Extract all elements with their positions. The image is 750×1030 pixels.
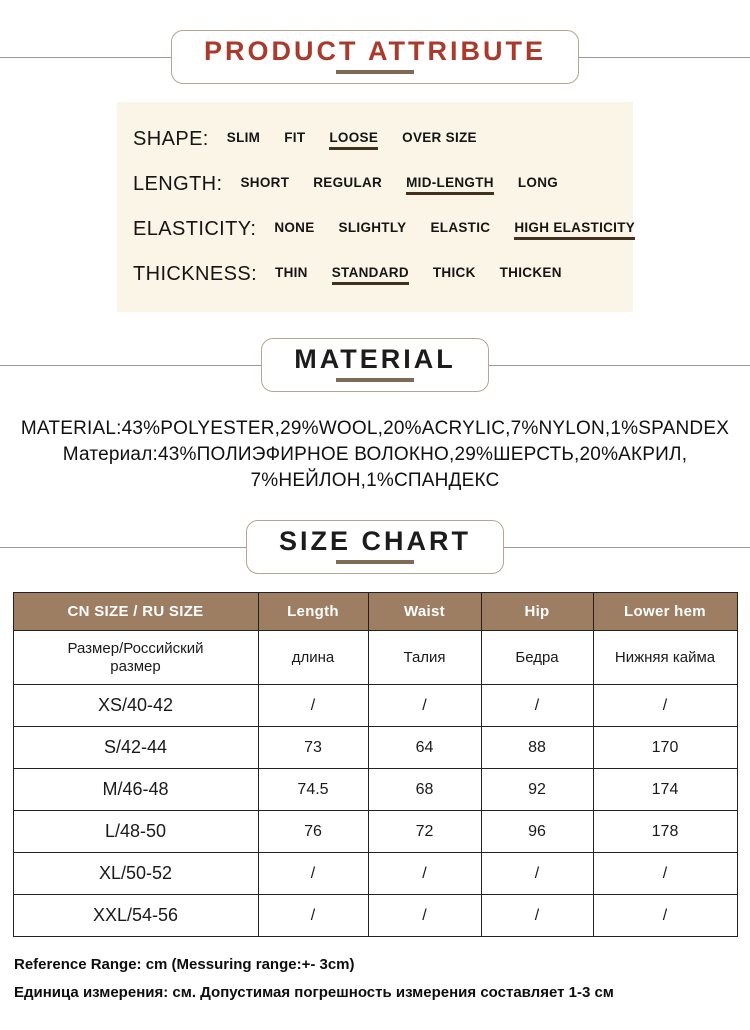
- size-cell: XXL/54-56: [13, 895, 258, 937]
- attribute-option: STANDARD: [332, 265, 409, 285]
- attribute-option: THIN: [275, 264, 308, 280]
- table-cell: 72: [368, 811, 481, 853]
- attribute-option: HIGH ELASTICITY: [514, 220, 635, 240]
- attribute-label: SHAPE:: [133, 128, 209, 150]
- attribute-label: ELASTICITY:: [133, 218, 257, 240]
- header-rule-right: [579, 57, 750, 58]
- title-underline-bar: [336, 378, 414, 382]
- table-subheader-text: Размер/Российский размер: [67, 639, 204, 675]
- size-cell: M/46-48: [13, 769, 258, 811]
- table-subheader-cell: длина: [258, 631, 368, 685]
- table-row: [13, 895, 737, 937]
- attribute-options: [275, 265, 562, 285]
- reference-range-note: Reference Range: cm (Messuring range:+- 3cm): [14, 956, 355, 973]
- table-cell: 92: [481, 769, 593, 811]
- size-cell: L/48-50: [13, 811, 258, 853]
- size-chart-title-box: [246, 520, 504, 574]
- size-chart-title: SIZE CHART: [279, 526, 471, 556]
- size-cell: XS/40-42: [13, 685, 258, 727]
- material-line-ru: 7%НЕЙЛОН,1%СПАНДЕКС: [250, 470, 500, 491]
- product-attribute-title-box: [171, 30, 579, 84]
- attribute-label: LENGTH:: [133, 173, 223, 195]
- attribute-row-elasticity: [133, 218, 636, 241]
- size-cell: S/42-44: [13, 727, 258, 769]
- table-cell: 88: [481, 727, 593, 769]
- material-section: [0, 338, 750, 494]
- material-title: MATERIAL: [294, 344, 456, 374]
- table-cell: /: [481, 895, 593, 937]
- attribute-options: [274, 220, 635, 240]
- attribute-options: [227, 130, 477, 150]
- attribute-option: LONG: [517, 174, 559, 190]
- material-title-box: [261, 338, 488, 392]
- table-cell: /: [258, 895, 368, 937]
- product-attribute-title: PRODUCT ATTRIBUTE: [204, 36, 546, 66]
- table-subheader-cell: Талия: [368, 631, 481, 685]
- size-chart-header: [0, 520, 750, 574]
- table-cell: /: [368, 853, 481, 895]
- table-cell: 170: [593, 727, 737, 769]
- table-cell: 74.5: [258, 769, 368, 811]
- title-underline-bar: [336, 560, 414, 564]
- table-cell: /: [368, 685, 481, 727]
- attribute-row-shape: [133, 128, 617, 151]
- table-header-cell: Waist: [368, 593, 481, 631]
- table-cell: 68: [368, 769, 481, 811]
- attribute-option: THICKEN: [499, 264, 562, 280]
- product-attribute-section: [0, 30, 750, 312]
- table-subheader-row: [13, 631, 737, 685]
- table-cell: /: [481, 853, 593, 895]
- attribute-option: SLIM: [226, 129, 261, 145]
- measurement-notes: [14, 951, 750, 1007]
- attribute-option: FIT: [284, 129, 306, 145]
- table-row: [13, 811, 737, 853]
- table-header-cell: Hip: [481, 593, 593, 631]
- material-composition: [0, 416, 750, 494]
- table-cell: 73: [258, 727, 368, 769]
- table-subheader-cell: Нижняя кайма: [593, 631, 737, 685]
- table-row: [13, 769, 737, 811]
- table-header-row: [13, 593, 737, 631]
- table-cell: 64: [368, 727, 481, 769]
- attribute-option: REGULAR: [313, 174, 383, 190]
- header-rule-right: [489, 365, 750, 366]
- header-rule-left: [0, 365, 261, 366]
- table-header-cell: Lower hem: [593, 593, 737, 631]
- product-attribute-header: [0, 30, 750, 84]
- header-rule-left: [0, 547, 246, 548]
- attribute-option: MID-LENGTH: [406, 175, 494, 195]
- attribute-option: LOOSE: [329, 130, 378, 150]
- table-subheader-cell: [13, 631, 258, 685]
- table-cell: 96: [481, 811, 593, 853]
- attribute-option: THICK: [432, 264, 476, 280]
- table-cell: /: [593, 853, 737, 895]
- attribute-option: SLIGHTLY: [338, 219, 407, 235]
- title-underline-bar: [336, 70, 414, 74]
- measurement-unit-note-ru: Единица измерения: см. Допустимая погрешность измерения составляет 1-3 см: [14, 984, 614, 1001]
- attribute-label: THICKNESS:: [133, 263, 258, 285]
- attribute-row-length: [133, 173, 617, 196]
- table-cell: /: [481, 685, 593, 727]
- table-cell: /: [258, 685, 368, 727]
- attribute-option: ELASTIC: [430, 219, 491, 235]
- attribute-row-thickness: [133, 263, 617, 286]
- table-cell: 76: [258, 811, 368, 853]
- material-line-ru: Материал:43%ПОЛИЭФИРНОЕ ВОЛОКНО,29%ШЕРСТЬ,20%АКРИЛ,: [62, 444, 688, 465]
- header-rule-left: [0, 57, 171, 58]
- product-info-page: [0, 30, 750, 1007]
- table-cell: /: [368, 895, 481, 937]
- attribute-option: OVER SIZE: [402, 129, 477, 145]
- size-chart-section: [0, 520, 750, 1007]
- attribute-option: SHORT: [240, 174, 290, 190]
- table-cell: /: [593, 895, 737, 937]
- size-cell: XL/50-52: [13, 853, 258, 895]
- material-header: [0, 338, 750, 392]
- table-cell: /: [593, 685, 737, 727]
- attribute-options: [240, 175, 558, 195]
- size-chart-table: [13, 592, 738, 937]
- table-row: [13, 685, 737, 727]
- attribute-option: NONE: [274, 219, 315, 235]
- table-cell: /: [258, 853, 368, 895]
- table-subheader-cell: Бедра: [481, 631, 593, 685]
- table-cell: 174: [593, 769, 737, 811]
- table-row: [13, 727, 737, 769]
- table-header-cell: Length: [258, 593, 368, 631]
- table-row: [13, 853, 737, 895]
- header-rule-right: [504, 547, 750, 548]
- table-header-cell: CN SIZE / RU SIZE: [13, 593, 258, 631]
- material-line-en: MATERIAL:43%POLYESTER,29%WOOL,20%ACRYLIC,7%NYLON,1%SPANDEX: [20, 418, 730, 439]
- attributes-panel: [117, 102, 636, 312]
- table-cell: 178: [593, 811, 737, 853]
